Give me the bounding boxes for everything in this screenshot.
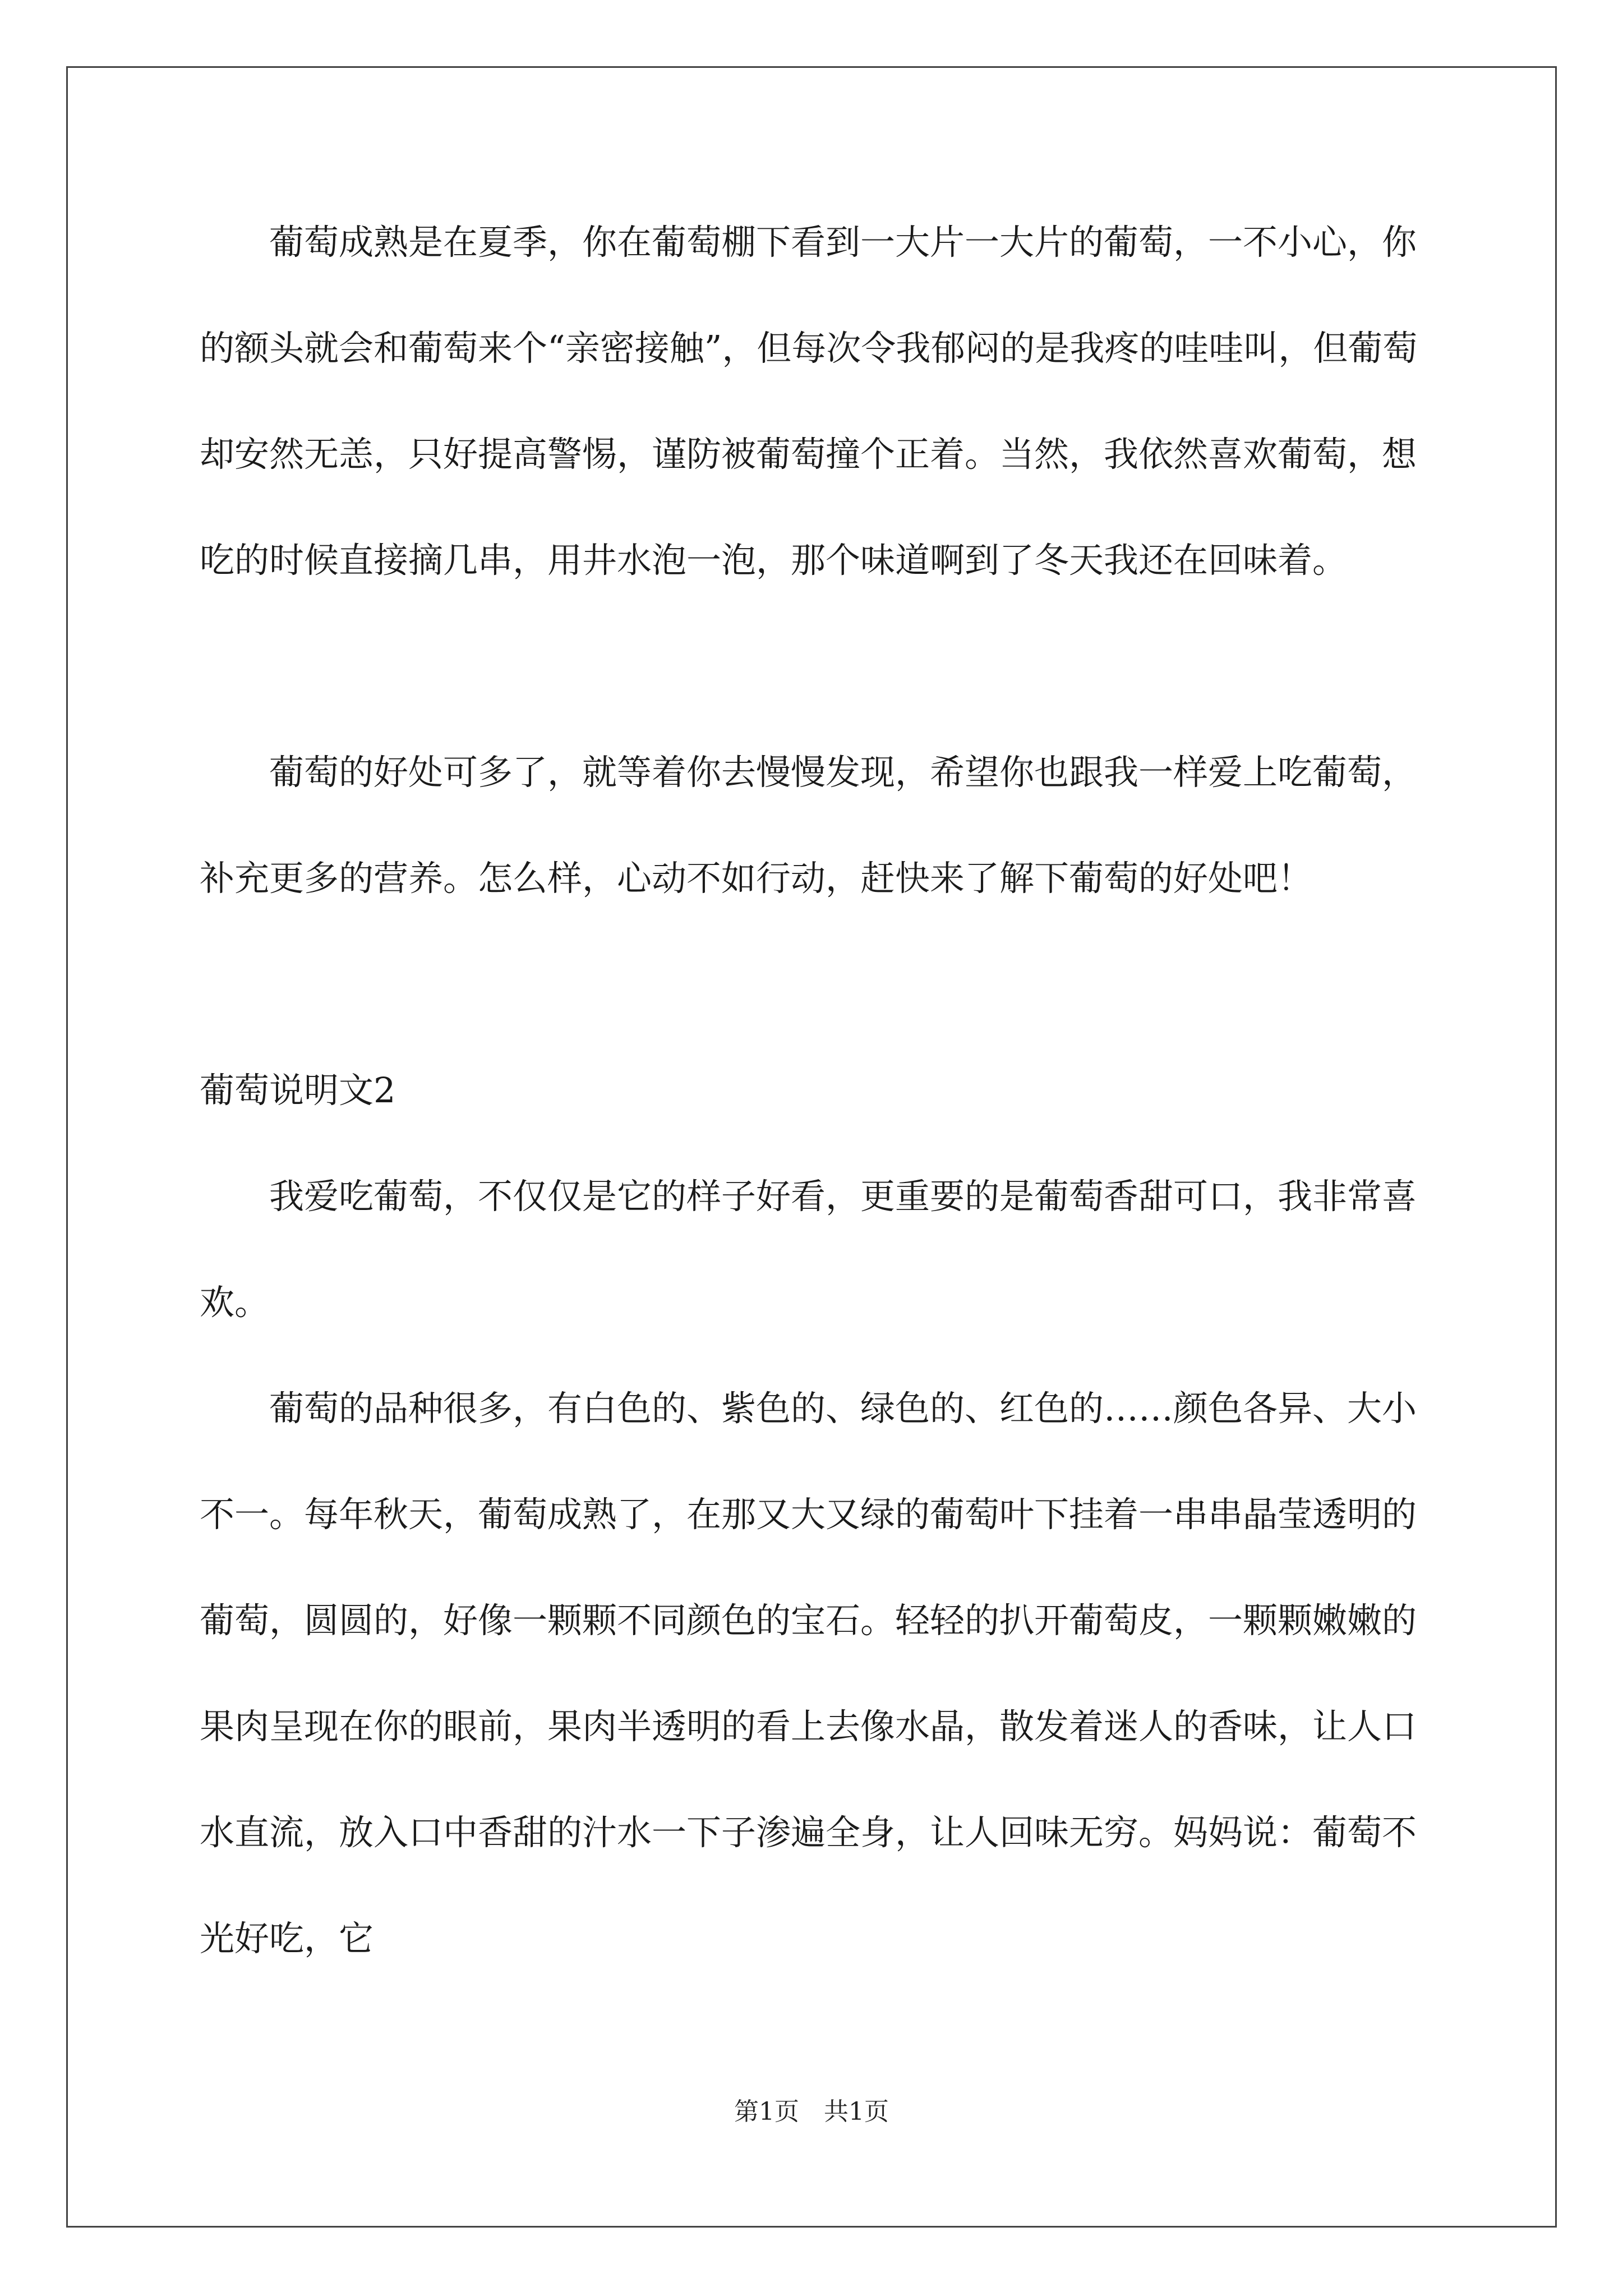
- paragraph-1: 葡萄成熟是在夏季，你在葡萄棚下看到一大片一大片的葡萄，一不小心，你的额头就会和葡萄来个“亲密接触”，但每次令我郁闷的是我疼的哇哇叫，但葡萄却安然无恙，只好提高警惕，谨防被葡萄撞个正着。当然，我依然喜欢葡萄，想吃的时候直接摘几串，用井水泡一泡，那个味道啊到了冬天我还在回味着。: [200, 222, 1418, 581]
- page-footer: 第1页 共1页: [734, 2097, 889, 2126]
- paragraph-3: 我爱吃葡萄，不仅仅是它的样子好看，更重要的是葡萄香甜可口，我非常喜欢。: [200, 1176, 1417, 1323]
- paragraph-2: 葡萄的好处可多了，就等着你去慢慢发现，希望你也跟我一样爱上吃葡萄，补充更多的营养。怎么样，心动不如行动，赶快来了解下葡萄的好处吧！: [200, 752, 1417, 899]
- section-heading: 葡萄说明文2: [200, 1070, 396, 1111]
- paragraph-4: 葡萄的品种很多，有白色的、紫色的、绿色的、红色的……颜色各异、大小不一。每年秋天，葡萄成熟了，在那又大又绿的葡萄叶下挂着一串串晶莹透明的葡萄，圆圆的，好像一颗颗不同颜色的宝石。轻轻的扒开葡萄皮，一颗颗嫩嫩的果肉呈现在你的眼前，果肉半透明的看上去像水晶，散发着迷人的香味，让人口水直流，放入口中香甜的汁水一下子渗遍全身，让人回味无穷。妈妈说：葡萄不光好吃，它: [200, 1388, 1417, 1959]
